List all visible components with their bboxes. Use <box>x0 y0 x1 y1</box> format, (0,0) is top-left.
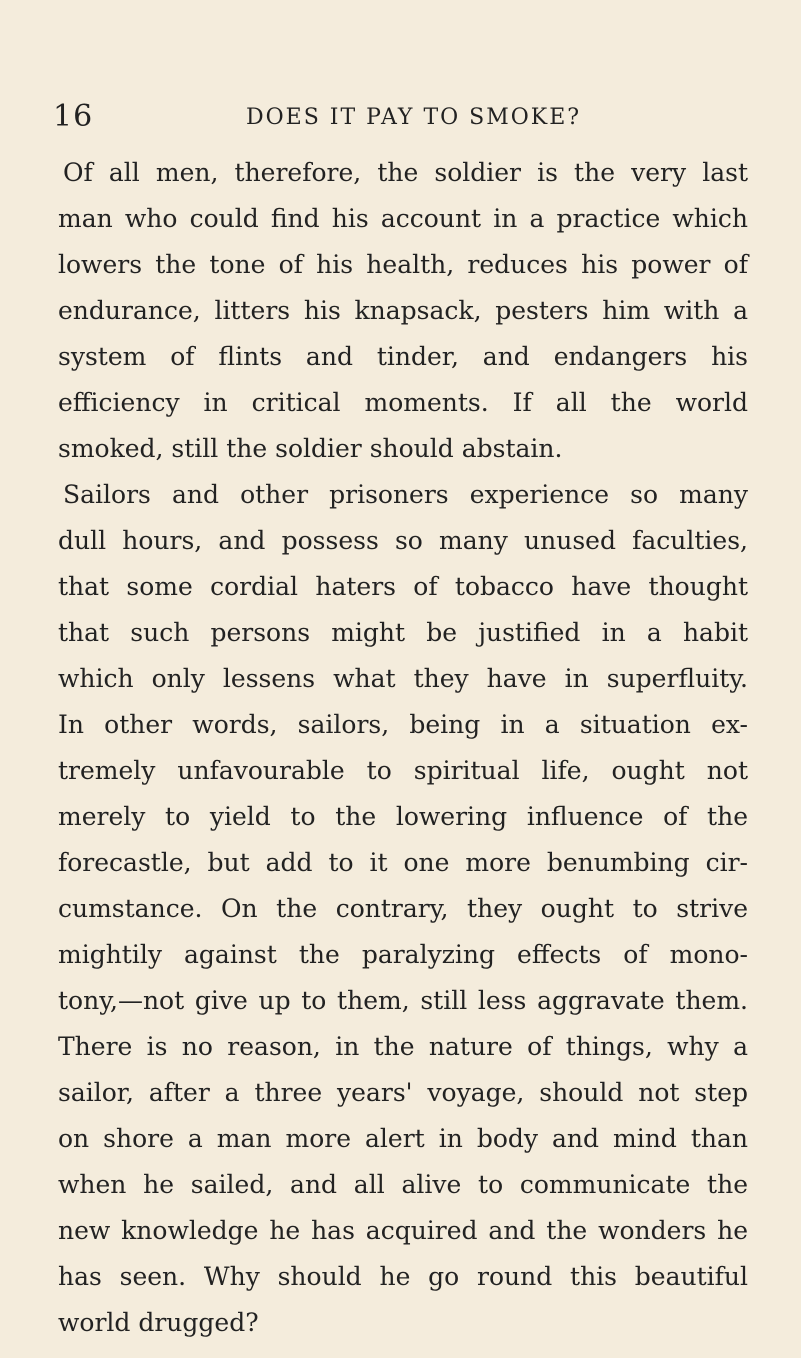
text-line: sailor, after a three years' voyage, should not step <box>58 1078 748 1107</box>
text-line: There is no reason, in the nature of things, why a <box>58 1032 748 1061</box>
text-line: that such persons might be justified in a habit <box>58 618 748 647</box>
text-line: tony,—not give up to them, still less aggravate them. <box>58 986 748 1015</box>
text-line: endurance, litters his knapsack, pesters him with a <box>58 296 748 325</box>
text-line: system of flints and tinder, and endangers his <box>58 342 748 371</box>
text-line: world drugged? <box>58 1308 259 1337</box>
text-line: merely to yield to the lowering influence of the <box>58 802 748 831</box>
text-line: smoked, still the soldier should abstain. <box>58 434 563 463</box>
body-text <box>58 150 748 1337</box>
text-line: In other words, sailors, being in a situation ex- <box>58 710 748 739</box>
text-line: Sailors and other prisoners experience so many <box>63 480 748 509</box>
text-line: forecastle, but add to it one more benumbing cir- <box>58 848 748 877</box>
text-line: mightily against the paralyzing effects of mono- <box>58 940 748 969</box>
text-line: that some cordial haters of tobacco have thought <box>58 572 748 601</box>
text-line: efficiency in critical moments. If all the world <box>58 388 748 417</box>
text-line: cumstance. On the contrary, they ought to strive <box>58 894 748 923</box>
running-head: DOES IT PAY TO SMOKE? <box>246 105 582 130</box>
text-line: new knowledge he has acquired and the wonders he <box>58 1216 748 1245</box>
text-line: lowers the tone of his health, reduces his power of <box>58 250 748 279</box>
text-line: when he sailed, and all alive to communicate the <box>58 1170 748 1199</box>
text-line: man who could find his account in a practice which <box>58 204 748 233</box>
text-line: on shore a man more alert in body and mind than <box>58 1124 748 1153</box>
text-line: has seen. Why should he go round this beautiful <box>58 1262 748 1291</box>
page-number: 16 <box>53 99 94 134</box>
text-line: tremely unfavourable to spiritual life, ought not <box>58 756 748 785</box>
text-line: Of all men, therefore, the soldier is the very last <box>63 158 748 187</box>
text-line: dull hours, and possess so many unused faculties, <box>58 526 748 555</box>
text-line: which only lessens what they have in superfluity. <box>58 664 748 693</box>
